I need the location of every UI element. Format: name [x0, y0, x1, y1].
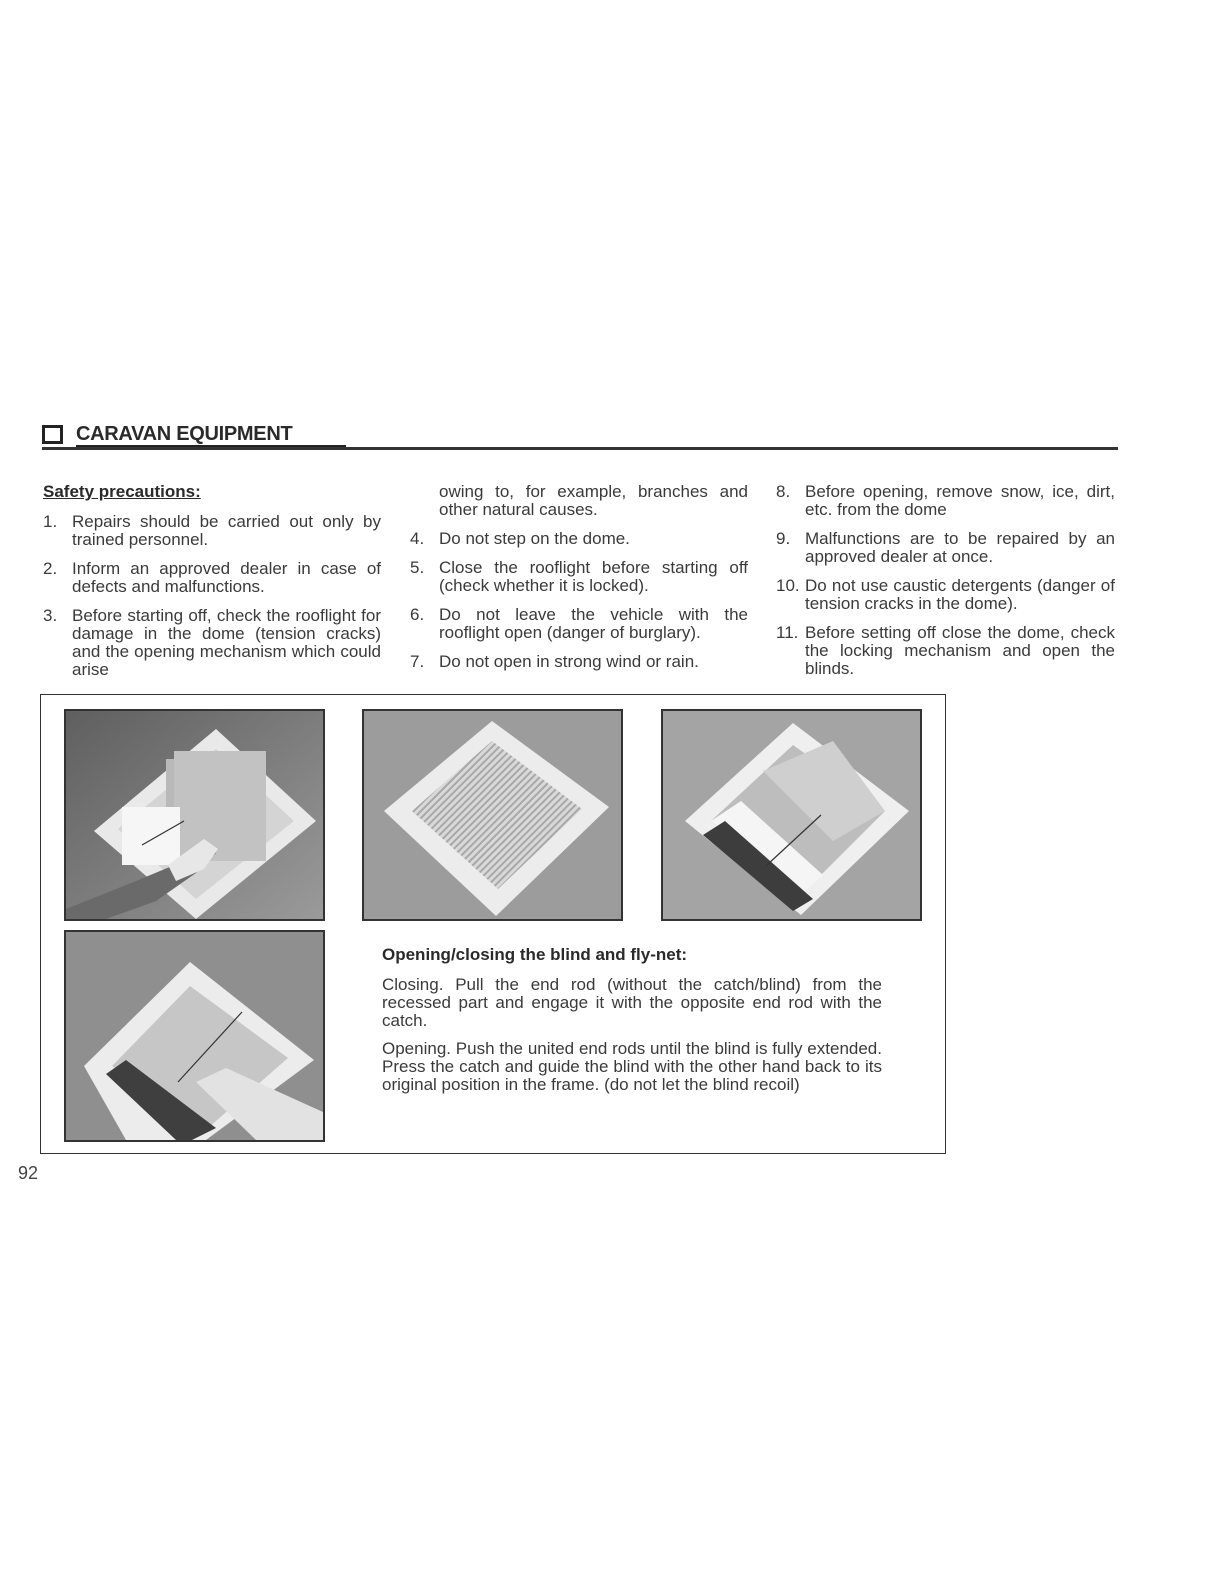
item-text: Malfunctions are to be repaired by an approved dealer at once.: [805, 529, 1115, 566]
item-text: Repairs should be carried out only by trained personnel.: [72, 512, 381, 549]
item-number: 2.: [43, 559, 58, 578]
caption-closing: Closing. Pull the end rod (without the catch/blind) from the recessed part and engage it with the opposite end rod with the catch.: [382, 975, 882, 1030]
item-number: 6.: [410, 605, 425, 624]
figure-caption: [382, 946, 882, 1104]
list-item: [43, 560, 381, 596]
list-item: [43, 513, 381, 549]
page-number: 92: [18, 1163, 39, 1183]
safety-column-1: [43, 483, 381, 690]
item-text: Do not step on the dome.: [439, 529, 630, 548]
safety-column-3: [776, 483, 1115, 689]
list-item: [776, 577, 1115, 613]
item-number: 10.: [776, 576, 800, 595]
list-item: [776, 624, 1115, 678]
photo-closed-blind: [362, 709, 623, 921]
item-text: Do not open in strong wind or rain.: [439, 652, 699, 671]
section-square-icon: [42, 425, 63, 444]
item-text: Inform an approved dealer in case of defects and malfunctions.: [72, 559, 381, 596]
list-item: [776, 530, 1115, 566]
safety-title: Safety precautions:: [43, 482, 201, 501]
item-3-continuation: owing to, for example, branches and other natural causes.: [439, 482, 748, 519]
item-number: 9.: [776, 529, 791, 548]
photo-push-rods: [64, 930, 325, 1142]
section-title: CARAVAN EQUIPMENT: [76, 423, 293, 445]
item-number: 1.: [43, 512, 58, 531]
item-number: 4.: [410, 529, 425, 548]
safety-column-2: [410, 483, 748, 682]
item-number: 5.: [410, 558, 425, 577]
item-text: Do not leave the vehicle with the rooflight open (danger of burglary).: [439, 605, 748, 642]
item-text: Before starting off, check the rooflight for damage in the dome (tension cracks) and the opening mechanism which could arise: [72, 606, 381, 679]
caption-title: Opening/closing the blind and fly-net:: [382, 945, 688, 964]
item-number: 8.: [776, 482, 791, 501]
item-number: 11.: [776, 623, 799, 642]
list-item: [410, 653, 748, 671]
item-text: Before setting off close the dome, check the locking mechanism and open the blinds.: [805, 623, 1115, 678]
list-item: [43, 607, 381, 679]
list-item: [410, 530, 748, 548]
item-number: 7.: [410, 652, 425, 671]
photo-pull-blind: [64, 709, 325, 921]
list-item: [410, 559, 748, 595]
item-text: Do not use caustic detergents (danger of tension cracks in the dome).: [805, 576, 1115, 613]
item-text: Close the rooflight before starting off (check whether it is locked).: [439, 558, 748, 595]
item-text: Before opening, remove snow, ice, dirt, etc. from the dome: [805, 482, 1115, 519]
caption-opening: Opening. Push the united end rods until the blind is fully extended. Press the catch and guide the blind with the other hand back to its original position in the frame. (do not let the blind recoil): [382, 1039, 882, 1094]
title-underline: [76, 445, 346, 447]
item-number: 3.: [43, 606, 58, 625]
section-header: [42, 423, 1118, 450]
photo-fly-net: [661, 709, 922, 921]
list-item: [410, 606, 748, 642]
list-item: [776, 483, 1115, 519]
